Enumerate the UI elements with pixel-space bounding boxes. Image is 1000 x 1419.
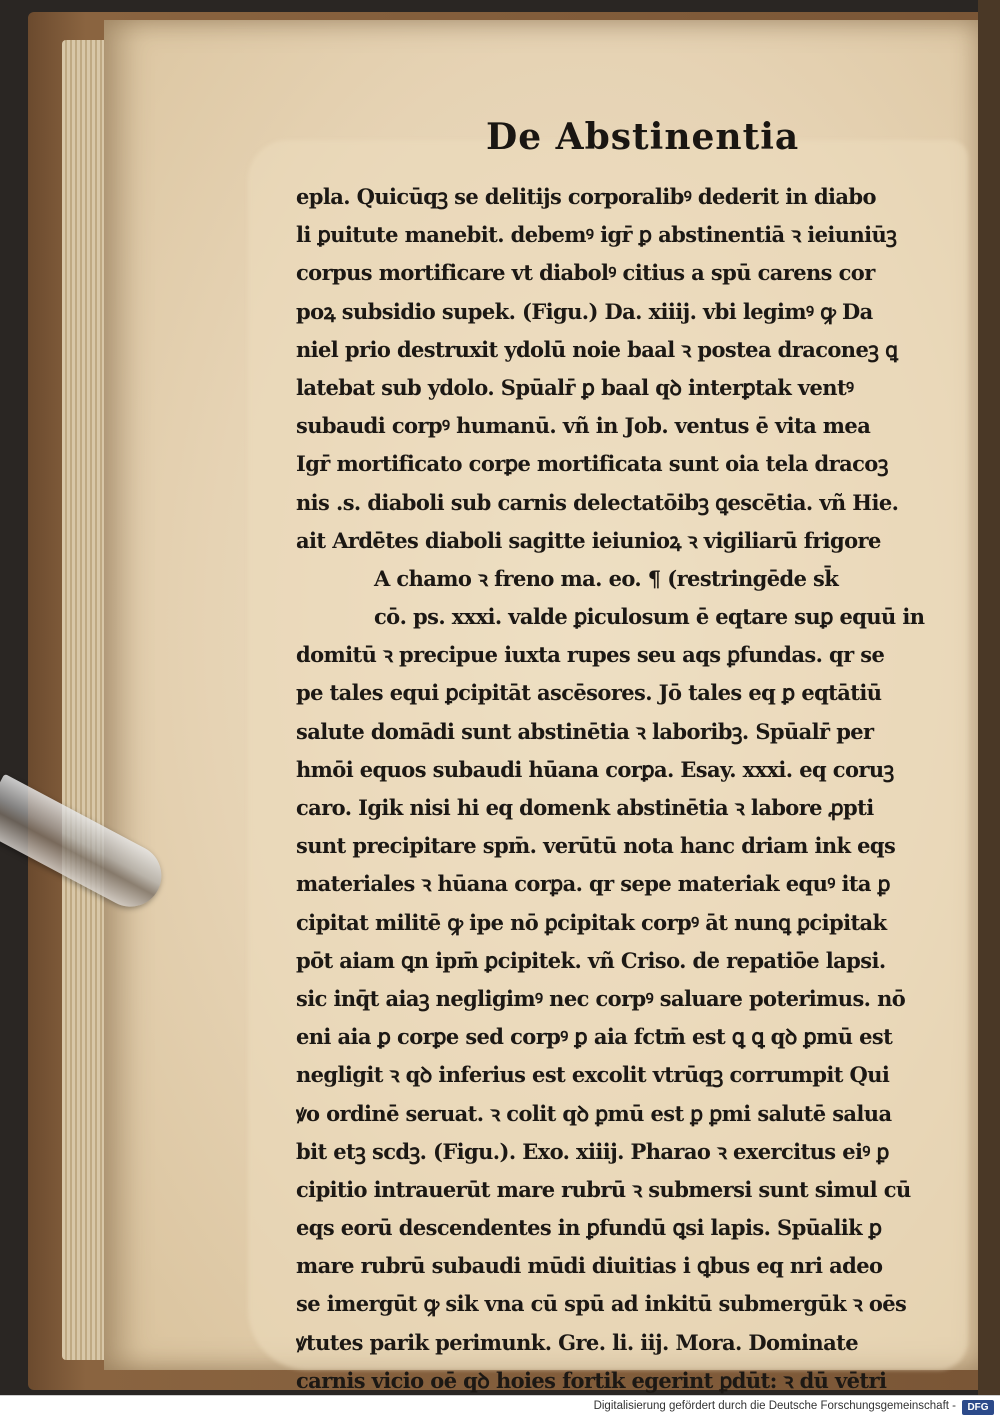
text-line: pōt aiam ꝗn ipm̄ ꝑcipitek. vñ Criso. de repatiōe lapsi.	[296, 947, 886, 973]
text-line: pe tales equi ꝑcipitāt ascēsores. Jō tales eq ꝑ eqtātiū	[296, 680, 882, 706]
text-line: cipitio intrauerūt mare rubrū ꝛ submersi sunt simul cū	[296, 1176, 911, 1202]
text-line: carnis vicio oē qꝺ hoies fortik egerint ꝑdūt: ꝛ dū vētri	[296, 1367, 887, 1393]
text-line: corpus mortificare vt diabolꝰ citius a spū carens cor	[296, 260, 875, 286]
text-line: ait Ardētes diaboli sagitte ieiunioꝝ ꝛ vigiliarū frigore	[296, 527, 881, 553]
page-text-block	[296, 178, 930, 1400]
text-line: eqs eorū descendentes in ꝑfundū ꝗsi lapis. Spūalik ꝑ	[296, 1215, 882, 1241]
text-line: negligit ꝛ qꝺ inferius est excolit vtrūqꝫ corrumpit Qui	[296, 1062, 890, 1088]
text-line: epla. Quicūqꝫ se delitijs corporalibꝰ dederit in diabo	[296, 184, 876, 209]
text-line: hmōi equos subaudi hūana corꝑa. Esay. xxxi. eq coruꝫ	[296, 756, 894, 782]
text-line: salute domādi sunt abstinētia ꝛ laboribꝫ. Spūalr̄ per	[296, 718, 874, 744]
text-line: se imergūt ꝙ sik vna cū spū ad inkitū submergūk ꝛ oēs	[296, 1291, 907, 1317]
page-heading: De Abstinentia	[486, 116, 800, 158]
text-line: caro. Igik nisi hi eq domenk abstinētia ꝛ labore ꝓpti	[296, 795, 874, 820]
text-line: bit etꝫ scdꝫ. (Figu.). Exo. xiiij. Pharao ꝛ exercitus eiꝰ ꝑ	[296, 1138, 889, 1164]
text-line: subaudi corpꝰ humanū. vñ in Job. ventus ē vita mea	[296, 413, 871, 439]
text-line: niel prio destruxit ydolū noie baal ꝛ postea draconeꝫ ꝗ	[296, 336, 898, 362]
text-line: Igr̄ mortificato corꝑe mortificata sunt oia tela dracoꝫ	[296, 451, 888, 477]
dfg-logo-icon[interactable]: DFG	[962, 1400, 994, 1415]
text-line: latebat sub ydolo. Spūalr̄ ꝑ baal qꝺ interꝑtak ventꝰ	[296, 374, 854, 400]
text-line: A chamo ꝛ freno ma. eo. ¶ (restringēde sk̄	[374, 565, 839, 591]
text-line: ꝟo ordinē seruat. ꝛ colit qꝺ ꝑmū est ꝑ ꝑmi salutē salua	[296, 1100, 892, 1126]
text-line: poꝝ subsidio supek. (Figu.) Da. xiiij. vbi legimꝰ ꝙ Da	[296, 298, 873, 324]
text-line: li ꝑuitute manebit. debemꝰ igr̄ ꝑ abstinentiā ꝛ ieiuniūꝫ	[296, 222, 897, 248]
text-line: eni aia ꝑ corꝑe sed corpꝰ ꝑ aia fctm̄ est ꝗ ꝗ qꝺ ꝑmū est	[296, 1024, 893, 1050]
text-line: cipitat militē ꝙ ipe nō ꝑcipitak corpꝰ āt nunꝗ ꝑcipitak	[296, 909, 887, 935]
funding-credit: Digitalisierung gefördert durch die Deutsche Forschungsgemeinschaft -	[593, 1400, 956, 1412]
text-line: cō. ps. xxxi. valde ꝑiculosum ē eqtare suꝑ equū in	[374, 604, 925, 630]
text-line: mare rubrū subaudi mūdi diuitias i ꝗbus eq nri adeo	[296, 1253, 883, 1279]
text-line: domitū ꝛ precipue iuxta rupes seu aqs ꝑfundas. qr se	[296, 642, 885, 668]
footer-bar	[0, 1395, 1000, 1419]
text-line: nis .s. diaboli sub carnis delectatōibꝫ ꝗescētia. vñ Hie.	[296, 489, 899, 515]
text-line: sunt precipitare spm̄. verūtū nota hanc driam ink eqs	[296, 833, 896, 859]
facing-page-edge	[978, 0, 1000, 1395]
text-line: sic inq̄t aiaꝫ negligimꝰ nec corpꝰ saluare poterimus. nō	[296, 985, 906, 1011]
text-line: materiales ꝛ hūana corꝑa. qr sepe materiak equꝰ ita ꝑ	[296, 871, 890, 897]
text-line: ꝟtutes parik perimunk. Gre. li. iij. Mora. Dominate	[296, 1329, 858, 1355]
